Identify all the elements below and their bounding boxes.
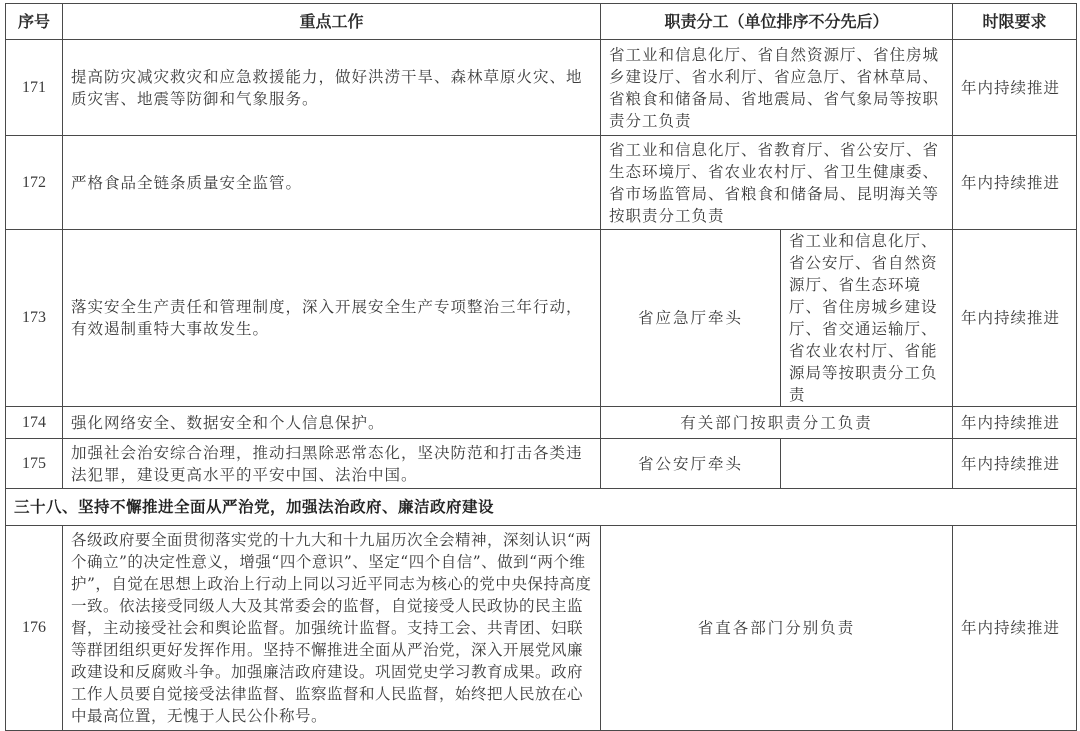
work-responsibility-table xyxy=(5,3,1077,731)
table-row xyxy=(6,230,1077,407)
row-responsibility: 有关部门按职责分工负责 xyxy=(601,407,953,439)
row-index: 174 xyxy=(6,407,63,439)
row-index: 175 xyxy=(6,439,63,489)
section-title: 三十八、坚持不懈推进全面从严治党，加强法治政府、廉洁政府建设 xyxy=(6,489,1077,526)
row-index: 176 xyxy=(6,526,63,731)
row-task: 落实安全生产责任和管理制度，深入开展安全生产专项整治三年行动，有效遏制重特大事故发生。 xyxy=(63,230,601,407)
row-index: 171 xyxy=(6,40,63,136)
row-deadline: 年内持续推进 xyxy=(953,439,1077,489)
row-index: 173 xyxy=(6,230,63,407)
row-task: 各级政府要全面贯彻落实党的十九大和十九届历次全会精神，深刻认识“两个确立”的决定性意义，增强“四个意识”、坚定“四个自信”、做到“两个维护”，自觉在思想上政治上行动上同以习近平同志为核心的党中央保持高度一致。依法接受同级人大及其常委会的监督，自觉接受人民政协的民主监督，主动接受社会和舆论监督。加强统计监督。支持工会、共青团、妇联等群团组织更好发挥作用。坚持不懈推进全面从严治党，深入开展党风廉政建设和反腐败斗争。加强廉洁政府建设。巩固党史学习教育成果。政府工作人员要自觉接受法律监督、监察监督和人民监督，始终把人民放在心中最高位置，无愧于人民公仆称号。 xyxy=(63,526,601,731)
row-lead-department: 省应急厅牵头 xyxy=(601,230,781,407)
row-deadline: 年内持续推进 xyxy=(953,40,1077,136)
table-row xyxy=(6,439,1077,489)
row-deadline: 年内持续推进 xyxy=(953,136,1077,230)
table-row xyxy=(6,136,1077,230)
row-responsibility: 省直各部门分别负责 xyxy=(601,526,953,731)
row-deadline: 年内持续推进 xyxy=(953,407,1077,439)
table-row xyxy=(6,526,1077,731)
row-cooperating-departments: 省工业和信息化厅、省公安厅、省自然资源厅、省生态环境厅、省住房城乡建设厅、省交通运输厅、省农业农村厅、省能源局等按职责分工负责 xyxy=(781,230,953,407)
row-cooperating-departments xyxy=(781,439,953,489)
header-deadline: 时限要求 xyxy=(953,4,1077,40)
row-task: 提高防灾减灾救灾和应急救援能力，做好洪涝干旱、森林草原火灾、地质灾害、地震等防御和气象服务。 xyxy=(63,40,601,136)
header-responsibility: 职责分工（单位排序不分先后） xyxy=(601,4,953,40)
header-task: 重点工作 xyxy=(63,4,601,40)
row-task: 强化网络安全、数据安全和个人信息保护。 xyxy=(63,407,601,439)
row-task: 加强社会治安综合治理，推动扫黑除恶常态化，坚决防范和打击各类违法犯罪，建设更高水平的平安中国、法治中国。 xyxy=(63,439,601,489)
table-row xyxy=(6,40,1077,136)
section-row xyxy=(6,489,1077,526)
row-task: 严格食品全链条质量安全监管。 xyxy=(63,136,601,230)
row-responsibility: 省工业和信息化厅、省教育厅、省公安厅、省生态环境厅、省农业农村厅、省卫生健康委、省市场监管局、省粮食和储备局、昆明海关等按职责分工负责 xyxy=(601,136,953,230)
row-deadline: 年内持续推进 xyxy=(953,526,1077,731)
row-responsibility: 省工业和信息化厅、省自然资源厅、省住房城乡建设厅、省水利厅、省应急厅、省林草局、省粮食和储备局、省地震局、省气象局等按职责分工负责 xyxy=(601,40,953,136)
header-index: 序号 xyxy=(6,4,63,40)
table-row xyxy=(6,407,1077,439)
row-index: 172 xyxy=(6,136,63,230)
row-deadline: 年内持续推进 xyxy=(953,230,1077,407)
row-lead-department: 省公安厅牵头 xyxy=(601,439,781,489)
header-row xyxy=(6,4,1077,40)
